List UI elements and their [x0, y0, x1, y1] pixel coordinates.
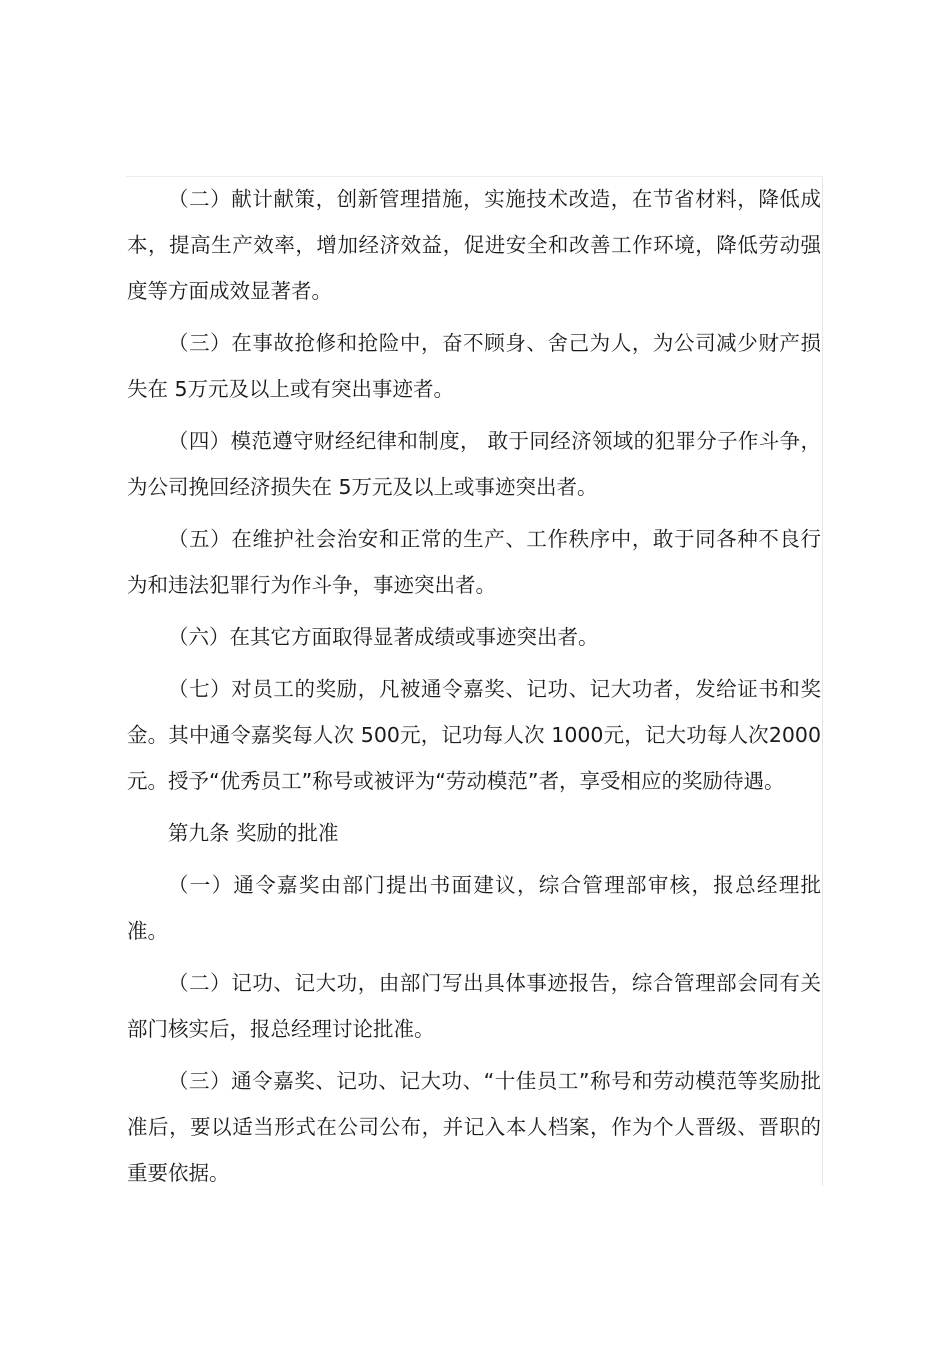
- paragraph-reward-other: （六）在其它方面取得显著成绩或事迹突出者。: [168, 625, 599, 649]
- paragraph-reward-suggestions: （二）献计献策，创新管理措施，实施技术改造，在节省材料，降低成本，提高生产效率，增加经济效益，促进安全和改善工作环境，降低劳动强度等方面成效显著者。: [127, 187, 821, 303]
- paragraph-approval-publication: （三）通令嘉奖、记功、记大功、“十佳员工”称号和劳动模范等奖励批准后，要以适当形式在公司公布，并记入本人档案，作为个人晋级、晋职的重要依据。: [127, 1069, 821, 1185]
- paragraph-reward-public-order: （五）在维护社会治安和正常的生产、工作秩序中，敢于同各种不良行为和违法犯罪行为作斗争，事迹突出者。: [127, 527, 821, 597]
- paragraph-reward-rescue: （三）在事故抢修和抢险中，奋不顾身、舍己为人，为公司减少财产损失在 5万元及以上或有突出事迹者。: [127, 331, 821, 401]
- document-body: [127, 176, 821, 1202]
- paragraph-approval-merit: （二）记功、记大功，由部门写出具体事迹报告，综合管理部会同有关部门核实后，报总经理讨论批准。: [127, 971, 821, 1041]
- article-heading-nine: 第九条 奖励的批准: [168, 821, 339, 845]
- paragraph-approval-commendation: （一）通令嘉奖由部门提出书面建议，综合管理部审核，报总经理批准。: [127, 873, 821, 943]
- paragraph-reward-amounts: （七）对员工的奖励，凡被通令嘉奖、记功、记大功者，发给证书和奖金。其中通令嘉奖每人次 500元，记功每人次 1000元，记大功每人次2000元。授予“优秀员工”称号或被评为“劳动模范”者，享受相应的奖励待遇。: [127, 677, 821, 793]
- paragraph-reward-finance-discipline: （四）模范遵守财经纪律和制度， 敢于同经济领域的犯罪分子作斗争，为公司挽回经济损失在 5万元及以上或事迹突出者。: [127, 429, 821, 499]
